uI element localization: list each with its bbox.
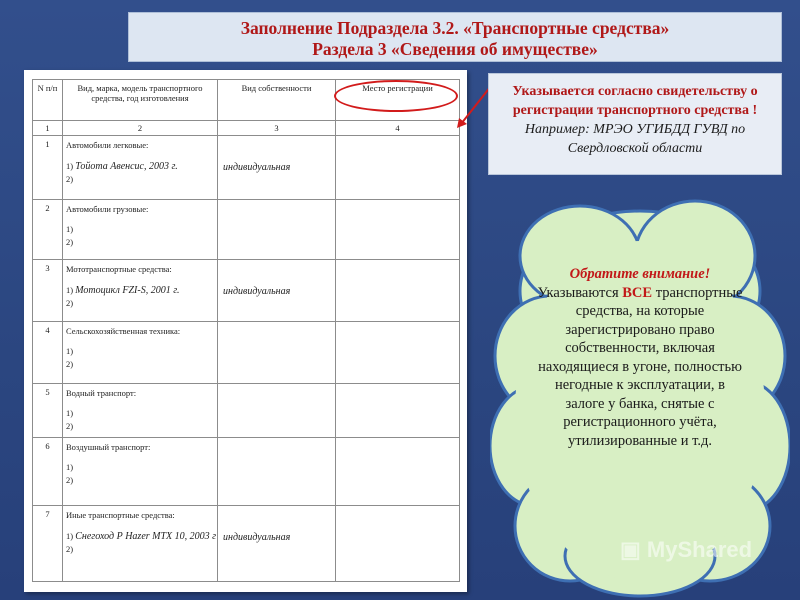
ownership-cell	[218, 506, 336, 582]
sub-item-1-num: 1)	[66, 462, 74, 472]
row-number: 5	[33, 384, 63, 438]
row-number: 1	[33, 136, 63, 200]
category-label: Сельскохозяйственная техника:	[66, 326, 181, 336]
ownership-cell	[218, 322, 336, 384]
row-number: 3	[33, 260, 63, 322]
callout-bold-text: Указывается согласно свидетельству о регистрации транспортного средства !	[512, 84, 758, 118]
category-label: Водный транспорт:	[66, 388, 137, 398]
registration-place-cell	[336, 200, 460, 260]
vehicle-cell	[63, 438, 218, 506]
sub-item-1	[63, 345, 217, 358]
registration-place-cell	[336, 322, 460, 384]
cloud-warning: Обратите внимание!	[569, 266, 711, 282]
slide-title	[128, 12, 782, 62]
cloud-text-before: Указываются	[537, 284, 619, 301]
cloud-note	[535, 265, 745, 450]
sub-item-2: 2)	[66, 359, 74, 369]
table-row	[33, 200, 460, 260]
sub-item-1	[63, 530, 217, 543]
ownership-cell	[218, 384, 336, 438]
table-row	[33, 384, 460, 438]
sub-item-2: 2)	[66, 421, 74, 431]
sub-item-1-num: 1)	[66, 531, 74, 541]
ownership-value: индивидуальная	[223, 162, 291, 173]
vehicle-cell	[63, 136, 218, 200]
sub-item-2: 2)	[66, 544, 74, 554]
cloud-text-highlight: ВСЕ	[622, 284, 653, 301]
sub-item-1-num: 1)	[66, 224, 74, 234]
watermark-text: MyShared	[646, 537, 753, 562]
header-registration-place: Место регистрации	[336, 80, 460, 121]
form-page	[24, 70, 467, 592]
registration-place-cell	[336, 506, 460, 582]
vehicle-value: Снегоход Р Hazer MTX 10, 2003 г	[75, 531, 217, 542]
vehicle-cell	[63, 384, 218, 438]
ownership-cell	[218, 200, 336, 260]
vehicle-cell	[63, 260, 218, 322]
sub-item-2: 2)	[66, 475, 74, 485]
vehicle-value: Тойота Авенсис, 2003 г.	[75, 161, 178, 172]
sub-item-1	[63, 461, 217, 474]
index-cell: 1	[33, 121, 63, 136]
table-row	[33, 322, 460, 384]
sub-item-1	[63, 160, 217, 173]
index-cell: 4	[336, 121, 460, 136]
header-num: N п/п	[33, 80, 63, 121]
sub-item-1-num: 1)	[66, 408, 74, 418]
callout-example-text: Например: МРЭО УГИБДД ГУВД по Свердловской области	[524, 122, 746, 156]
sub-item-1	[63, 223, 217, 236]
table-row	[33, 260, 460, 322]
header-vehicle: Вид, марка, модель транспортного средства, год изготовления	[63, 80, 218, 121]
sub-item-2: 2)	[66, 237, 74, 247]
index-cell: 3	[218, 121, 336, 136]
row-number: 2	[33, 200, 63, 260]
sub-item-1-num: 1)	[66, 346, 74, 356]
sub-item-2: 2)	[66, 174, 74, 184]
category-label: Автомобили грузовые:	[66, 204, 149, 214]
sub-item-2: 2)	[66, 298, 74, 308]
category-label: Автомобили легковые:	[66, 140, 149, 150]
myshared-logo-icon: ▣	[620, 537, 641, 562]
registration-place-cell	[336, 260, 460, 322]
header-ownership: Вид собственности	[218, 80, 336, 121]
title-line-2: Раздела 3 «Сведения об имуществе»	[312, 39, 598, 59]
ownership-value: индивидуальная	[223, 532, 291, 543]
table-row	[33, 506, 460, 582]
row-number: 6	[33, 438, 63, 506]
vehicles-table	[32, 79, 460, 582]
row-number: 7	[33, 506, 63, 582]
ownership-cell	[218, 438, 336, 506]
row-number: 4	[33, 322, 63, 384]
index-cell: 2	[63, 121, 218, 136]
watermark	[620, 537, 752, 563]
cloud-text-after: транспортные средства, на которые зарегистрировано право собственности, включая находящиеся в угоне, полностью негодные к эксплуатации, в залоге у банка, снятые с регистрационного учёта, утилизированные и т.д.	[538, 284, 743, 449]
title-line-1: Заполнение Подраздела 3.2. «Транспортные средства»	[240, 18, 670, 38]
vehicle-cell	[63, 322, 218, 384]
registration-place-cell	[336, 438, 460, 506]
column-index-row	[33, 121, 460, 136]
sub-item-1	[63, 284, 217, 297]
table-row	[33, 438, 460, 506]
registration-callout	[488, 73, 782, 175]
category-label: Иные транспортные средства:	[66, 510, 175, 520]
ownership-value: индивидуальная	[223, 286, 291, 297]
category-label: Воздушный транспорт:	[66, 442, 151, 452]
vehicle-value: Мотоцикл FZI-S, 2001 г.	[75, 285, 180, 296]
registration-highlight-oval	[334, 80, 458, 112]
vehicle-cell	[63, 506, 218, 582]
sub-item-1	[63, 407, 217, 420]
registration-place-cell	[336, 384, 460, 438]
ownership-cell	[218, 260, 336, 322]
sub-item-1-num: 1)	[66, 161, 74, 171]
vehicle-cell	[63, 200, 218, 260]
registration-place-cell	[336, 136, 460, 200]
sub-item-1-num: 1)	[66, 285, 74, 295]
table-row	[33, 136, 460, 200]
category-label: Мототранспортные средства:	[66, 264, 172, 274]
ownership-cell	[218, 136, 336, 200]
